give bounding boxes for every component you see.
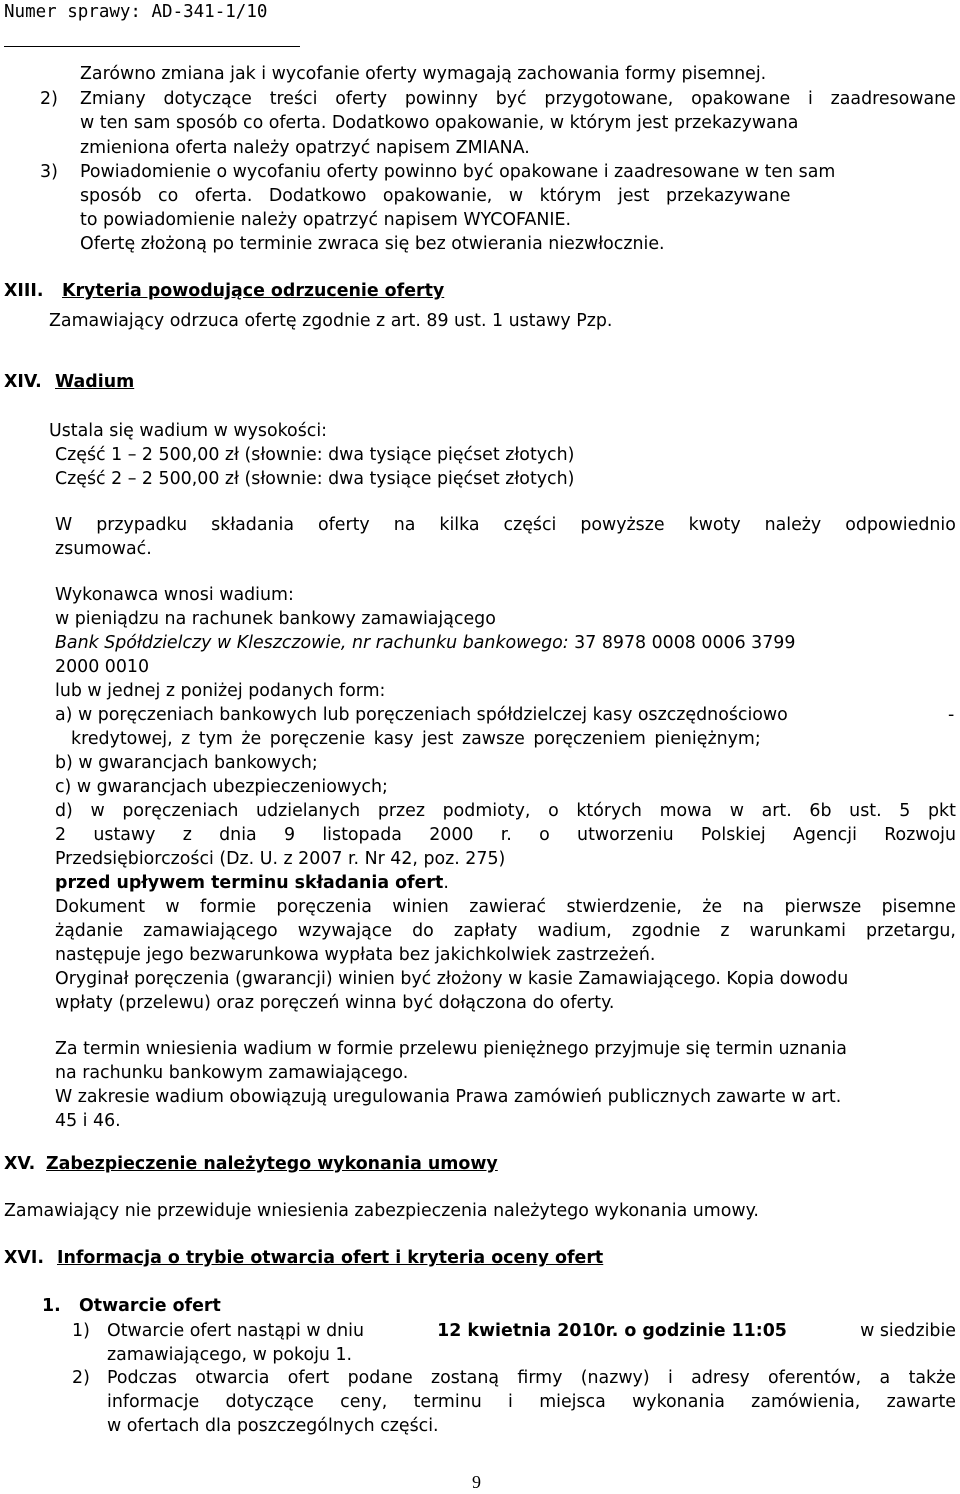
list-item-a-cont: kredytowej, z tym że poręczenie kasy jest zawsze poręczeniem pieniężnym;	[71, 729, 761, 749]
paragraph-line: Zmiany dotyczące treści oferty powinny być przygotowane, opakowane i zaadresowane	[80, 89, 956, 109]
paragraph-line: Zamawiający nie przewiduje wniesienia zabezpieczenia należytego wykonania umowy.	[4, 1201, 759, 1221]
paragraph-line: żądanie zamawiającego wzywające do zapłaty wadium, zgodnie z warunkami przetargu,	[55, 921, 956, 941]
list-number: 3)	[40, 162, 58, 182]
paragraph-line: w pieniądzu na rachunek bankowy zamawiającego	[55, 609, 496, 629]
opening-date-line	[107, 1320, 956, 1342]
deadline-dot: .	[443, 873, 449, 893]
paragraph-line: zmieniona oferta należy opatrzyć napisem ZMIANA.	[80, 138, 530, 158]
hyphen: -	[948, 705, 955, 725]
list-number: 2)	[72, 1368, 90, 1388]
list-item-b: b) w gwarancjach bankowych;	[55, 753, 318, 773]
paragraph-line: 45 i 46.	[55, 1111, 121, 1131]
section-title: Zabezpieczenie należytego wykonania umowy	[46, 1154, 498, 1174]
paragraph-line: w ten sam sposób co oferta. Dodatkowo opakowanie, w którym jest przekazywana	[80, 113, 799, 133]
bank-name: Bank Spółdzielczy w Kleszczowie, nr rachunku bankowego:	[55, 633, 569, 653]
paragraph-line: Część 1 – 2 500,00 zł (słownie: dwa tysiące pięćset złotych)	[55, 445, 575, 465]
paragraph-line: Zamawiający odrzuca ofertę zgodnie z art. 89 ust. 1 ustawy Pzp.	[49, 311, 613, 331]
paragraph-line: zamawiającego, w pokoju 1.	[107, 1345, 353, 1365]
subsection-number: 1.	[42, 1296, 61, 1316]
list-item-d-cont: Przedsiębiorczości (Dz. U. z 2007 r. Nr 42, poz. 275)	[55, 849, 506, 869]
deadline-bold: przed upływem terminu składania ofert	[55, 873, 444, 893]
paragraph-line: Ofertę złożoną po terminie zwraca się bez otwierania niezwłocznie.	[80, 234, 665, 254]
paragraph-line: Za termin wniesienia wadium w formie przelewu pieniężnego przyjmuje się termin uznania	[55, 1039, 847, 1059]
list-item-c: c) w gwarancjach ubezpieczeniowych;	[55, 777, 388, 797]
list-item-a: a) w poręczeniach bankowych lub poręczeniach spółdzielczej kasy oszczędnościowo	[55, 705, 788, 725]
paragraph-line: następuje jego bezwarunkowa wypłata bez jakichkolwiek zastrzeżeń.	[55, 945, 656, 965]
paragraph-line: Część 2 – 2 500,00 zł (słownie: dwa tysiące pięćset złotych)	[55, 469, 575, 489]
section-title: Wadium	[55, 372, 135, 392]
section-number: XV.	[4, 1154, 36, 1174]
paragraph-line: Zarówno zmiana jak i wycofanie oferty wymagają zachowania formy pisemnej.	[80, 64, 767, 84]
paragraph-line: w ofertach dla poszczególnych części.	[107, 1416, 439, 1436]
section-number: XVI.	[4, 1248, 44, 1268]
paragraph-line: W zakresie wadium obowiązują uregulowania Prawa zamówień publicznych zawarte w art.	[55, 1087, 842, 1107]
paragraph-line: to powiadomienie należy opatrzyć napisem WYCOFANIE.	[80, 210, 572, 230]
section-number: XIII.	[4, 281, 44, 301]
section-number: XIV.	[4, 372, 42, 392]
paragraph-line: Wykonawca wnosi wadium:	[55, 585, 294, 605]
paragraph-line: Dokument w formie poręczenia winien zawierać stwierdzenie, że na pierwsze pisemne	[55, 897, 956, 917]
case-number: Numer sprawy: AD-341-1/10	[4, 2, 268, 22]
paragraph-line: Oryginał poręczenia (gwarancji) winien być złożony w kasie Zamawiającego. Kopia dowodu	[55, 969, 849, 989]
paragraph-line: lub w jednej z poniżej podanych form:	[55, 681, 386, 701]
paragraph-line: wpłaty (przelewu) oraz poręczeń winna być dołączona do oferty.	[55, 993, 615, 1013]
paragraph-line: Powiadomienie o wycofaniu oferty powinno być opakowane i zaadresowane w ten sam	[80, 162, 836, 182]
paragraph-line: Ustala się wadium w wysokości:	[49, 421, 328, 441]
section-title: Informacja o trybie otwarcia ofert i kryteria oceny ofert	[57, 1248, 604, 1268]
subsection-title: Otwarcie ofert	[79, 1296, 221, 1316]
paragraph-line: na rachunku bankowym zamawiającego.	[55, 1063, 409, 1083]
paragraph-line: zsumować.	[55, 539, 152, 559]
section-title: Kryteria powodujące odrzucenie oferty	[62, 281, 445, 301]
page-number: 9	[472, 1472, 481, 1492]
header-rule	[4, 46, 300, 47]
opening-date: 12 kwietnia 2010r. o godzinie 11:05	[437, 1321, 787, 1341]
paragraph-line: sposób co oferta. Dodatkowo opakowanie, w którym jest przekazywane	[80, 186, 791, 206]
list-item-d-cont: 2 ustawy z dnia 9 listopada 2000 r. o utworzeniu Polskiej Agencji Rozwoju	[55, 825, 956, 845]
bank-account-number-cont: 2000 0010	[55, 657, 150, 677]
paragraph-line: Podczas otwarcia ofert podane zostaną firmy (nazwy) i adresy oferentów, a także	[107, 1368, 956, 1388]
list-item-d: d) w poręczeniach udzielanych przez podmioty, o których mowa w art. 6b ust. 5 pkt	[55, 801, 956, 821]
bank-account-line	[55, 632, 795, 654]
paragraph-line: informacje dotyczące ceny, terminu i miejsca wykonania zamówienia, zawarte	[107, 1392, 956, 1412]
bank-account-number: 37 8978 0008 0006 3799	[574, 633, 796, 653]
deadline-line	[55, 872, 449, 894]
list-number: 2)	[40, 89, 58, 109]
list-number: 1)	[72, 1321, 90, 1341]
opening-text-end: w siedzibie	[860, 1321, 956, 1341]
paragraph-line: W przypadku składania oferty na kilka części powyższe kwoty należy odpowiednio	[55, 515, 956, 535]
opening-text: Otwarcie ofert nastąpi w dniu	[107, 1321, 365, 1341]
